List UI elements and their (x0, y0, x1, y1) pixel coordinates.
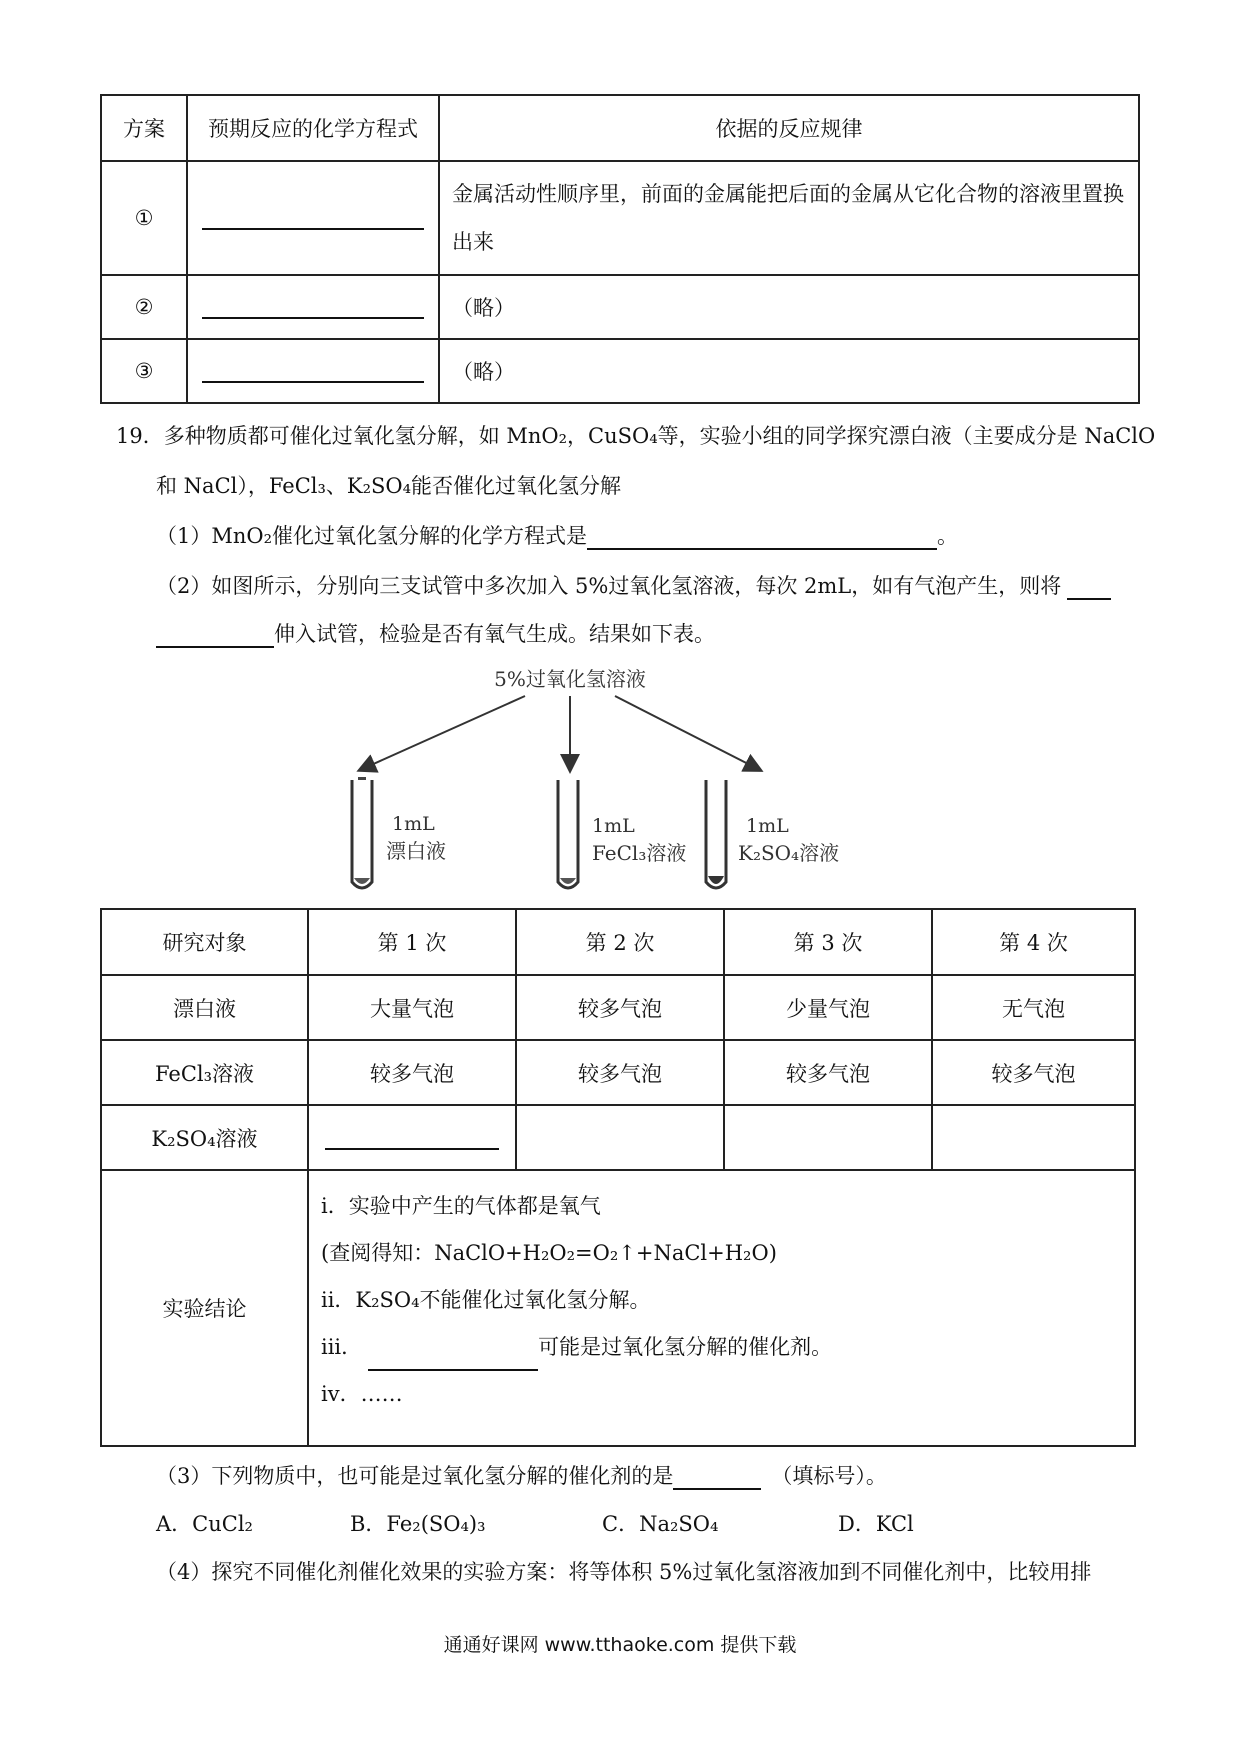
conclusion-reference: (查阅得知：NaClO+H₂O₂=O₂↑+NaCl+H₂O) (321, 1241, 777, 1265)
test-tube-bleach (352, 777, 446, 888)
answer-blank[interactable] (587, 526, 937, 550)
test-tube-fecl3 (558, 780, 686, 888)
result-cell (308, 1105, 516, 1170)
results-table (100, 908, 1136, 1447)
table-header: 预期反应的化学方程式 (187, 95, 439, 161)
equation-blank-cell (187, 161, 439, 275)
part-2-continuation: 伸入试管，检验是否有氧气生成。结果如下表。 (274, 622, 715, 646)
table-header: 依据的反应规律 (439, 95, 1139, 161)
conclusion-iii-label: iii． (321, 1335, 363, 1359)
table-header: 第 4 次 (932, 909, 1135, 975)
question-part-3 (156, 1460, 887, 1490)
result-cell: 较多气泡 (516, 1040, 724, 1105)
part-2-prompt: （2）如图所示，分别向三支试管中多次加入 5%过氧化氢溶液，每次 2mL，如有气泡产生，则将 (156, 574, 1062, 598)
result-cell: 较多气泡 (724, 1040, 932, 1105)
result-cell (516, 1105, 724, 1170)
scheme-table (100, 94, 1140, 404)
question-part-4: （4）探究不同催化剂催化效果的实验方案：将等体积 5%过氧化氢溶液加到不同催化剂中，比较用排 (156, 1560, 1092, 1584)
test-tube-k2so4 (706, 780, 839, 888)
conclusion-i: i．实验中产生的气体都是氧气 (321, 1194, 601, 1218)
table-header: 第 2 次 (516, 909, 724, 975)
result-cell (932, 1105, 1135, 1170)
reaction-rule: （略） (439, 339, 1139, 403)
subject-cell: FeCl₃溶液 (101, 1040, 308, 1105)
table-header: 第 1 次 (308, 909, 516, 975)
answer-blank[interactable] (156, 624, 274, 648)
question-19-line-2: 和 NaCl），FeCl₃、K₂SO₄能否催化过氧化氢分解 (156, 474, 622, 498)
tube-1-label: 漂白液 (386, 839, 446, 863)
question-19-line-1: 19．多种物质都可催化过氧化氢分解，如 MnO₂，CuSO₄等，实验小组的同学探究漂白液（主要成分是 NaClO (116, 424, 1156, 448)
part-3-prompt: （3）下列物质中，也可能是过氧化氢分解的催化剂的是 (156, 1464, 674, 1488)
conclusion-label: 实验结论 (101, 1170, 308, 1446)
option-c: C．Na₂SO₄ (602, 1512, 719, 1536)
table-header: 方案 (101, 95, 187, 161)
option-a: A．CuCl₂ (156, 1512, 253, 1536)
question-19-part-2-line-2 (156, 618, 715, 648)
question-19-part-1 (156, 520, 958, 550)
subject-cell: 漂白液 (101, 975, 308, 1040)
conclusion-iii-text: 可能是过氧化氢分解的催化剂。 (538, 1335, 833, 1359)
tube-3-label: K₂SO₄溶液 (738, 841, 840, 865)
page-footer: 通通好课网 www.tthaoke.com 提供下载 (443, 1634, 797, 1656)
scheme-number: ② (101, 275, 187, 339)
conclusion-iii (321, 1324, 1122, 1371)
answer-blank[interactable] (202, 206, 424, 230)
tube-1-volume: 1mL (392, 813, 435, 835)
result-cell: 少量气泡 (724, 975, 932, 1040)
arrow-left (360, 696, 525, 770)
answer-blank[interactable] (202, 359, 424, 383)
answer-blank[interactable] (1067, 576, 1111, 600)
scheme-number: ① (101, 161, 187, 275)
result-cell: 无气泡 (932, 975, 1135, 1040)
option-b: B．Fe₂(SO₄)₃ (350, 1512, 486, 1536)
result-cell: 较多气泡 (932, 1040, 1135, 1105)
table-header: 第 3 次 (724, 909, 932, 975)
tube-3-volume: 1mL (746, 815, 789, 837)
result-cell: 较多气泡 (516, 975, 724, 1040)
result-cell (724, 1105, 932, 1170)
part-1-end: 。 (937, 524, 959, 548)
arrow-right (615, 696, 760, 770)
equation-blank-cell (187, 339, 439, 403)
result-cell: 较多气泡 (308, 1040, 516, 1105)
equation-blank-cell (187, 275, 439, 339)
answer-blank[interactable] (202, 295, 424, 319)
answer-blank[interactable] (673, 1466, 761, 1490)
conclusion-ii: ii．K₂SO₄不能催化过氧化氢分解。 (321, 1288, 651, 1312)
answer-blank[interactable] (368, 1347, 538, 1371)
test-tube-figure (330, 660, 930, 900)
conclusion-iv: iv．…… (321, 1382, 403, 1406)
tube-2-volume: 1mL (592, 815, 635, 837)
figure-title: 5%过氧化氢溶液 (494, 667, 646, 691)
tube-2-label: FeCl₃溶液 (592, 841, 687, 865)
option-d: D．KCl (838, 1512, 914, 1536)
result-cell: 大量气泡 (308, 975, 516, 1040)
question-19-part-2-line-1 (156, 570, 1111, 600)
scheme-number: ③ (101, 339, 187, 403)
table-header: 研究对象 (101, 909, 308, 975)
part-3-suffix: （填标号）。 (771, 1464, 887, 1488)
conclusion-cell (308, 1170, 1135, 1446)
answer-blank[interactable] (325, 1126, 499, 1150)
subject-cell: K₂SO₄溶液 (101, 1105, 308, 1170)
part-1-prompt: （1）MnO₂催化过氧化氢分解的化学方程式是 (156, 524, 588, 548)
reaction-rule: 金属活动性顺序里，前面的金属能把后面的金属从它化合物的溶液里置换出来 (439, 161, 1139, 275)
reaction-rule: （略） (439, 275, 1139, 339)
